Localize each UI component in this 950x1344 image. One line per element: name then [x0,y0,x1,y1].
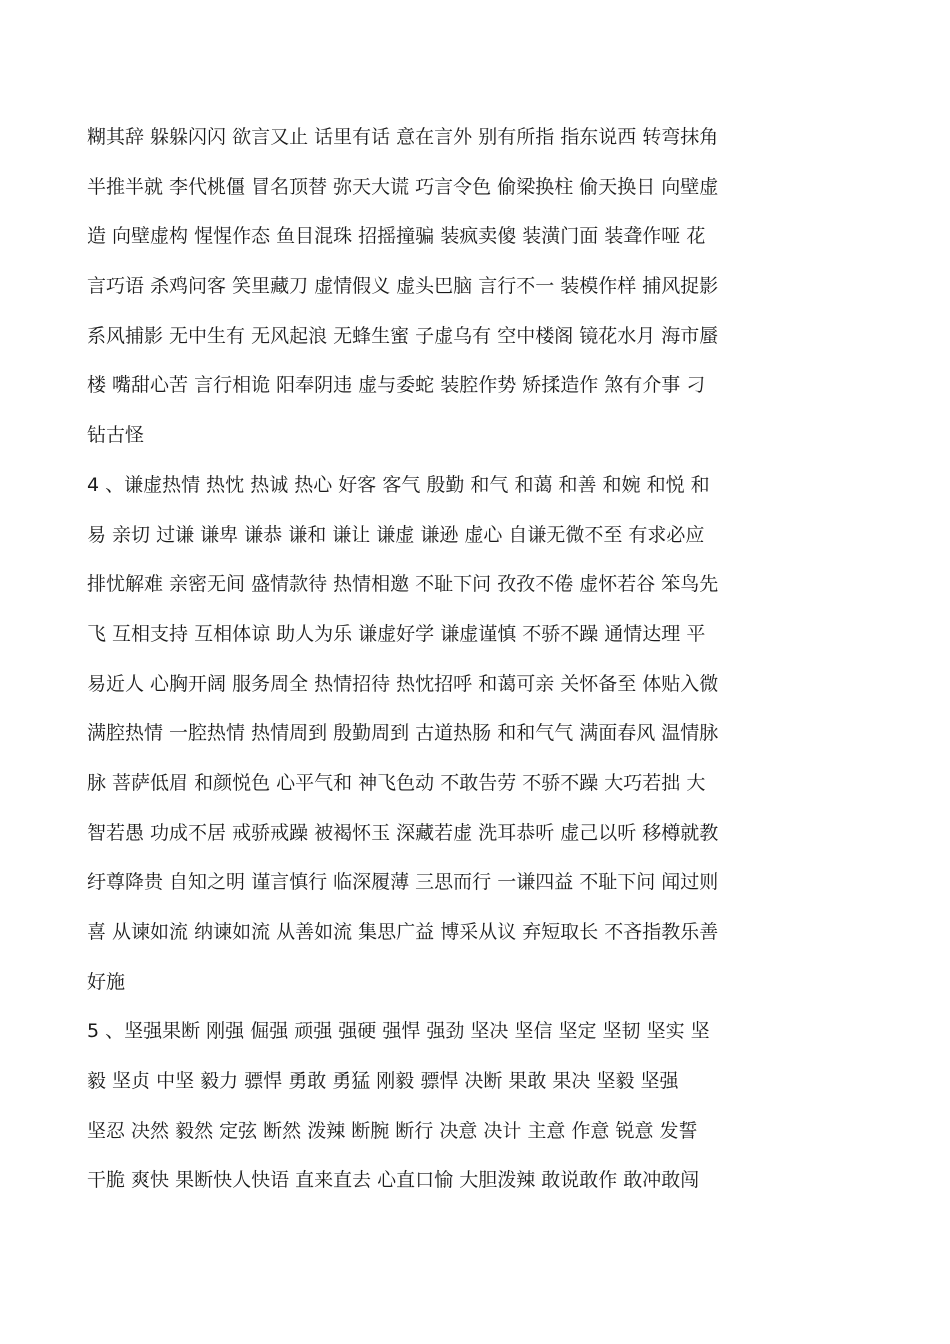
text-line: 干脆 爽快 果断快人快语 直来直去 心直口愉 大胆泼辣 敢说敢作 敢冲敢闯 [87,1169,700,1192]
text-line: 毅 坚贞 中坚 毅力 骠悍 勇敢 勇猛 刚毅 骠悍 决断 果敢 果决 坚毅 坚强 [87,1070,679,1093]
text-line: 糊其辞 躲躲闪闪 欲言又止 话里有话 意在言外 别有所指 指东说西 转弯抹角 [87,126,719,148]
text-line: 智若愚 功成不居 戒骄戒躁 被褐怀玉 深藏若虚 洗耳恭听 虚己以听 移樽就教 [87,821,719,844]
text-line: 造 向壁虚构 惺惺作态 鱼目混珠 招摇撞骗 装疯卖傻 装潢门面 装聋作哑 花 [87,225,706,248]
text-line: 满腔热情 一腔热情 热情周到 殷勤周到 古道热肠 和和气气 满面春风 温情脉 [87,722,719,745]
text-line: 喜 从谏如流 纳谏如流 从善如流 集思广益 博采从议 弃短取长 不吝指教乐善 [87,921,719,943]
section-heading-line: 4 、谦虚热情 热忱 热诚 热心 好客 客气 殷勤 和气 和蔼 和善 和婉 和悦 和 [87,473,710,496]
text-line: 钻古怪 [87,424,145,447]
text-line: 飞 互相支持 互相体谅 助人为乐 谦虚好学 谦虚谨慎 不骄不躁 通情达理 平 [87,622,706,645]
text-line: 纡尊降贵 自知之明 谨言慎行 临深履薄 三思而行 一谦四益 不耻下问 闻过则 [87,871,719,894]
text-line: 脉 菩萨低眉 和颜悦色 心平气和 神飞色动 不敢告劳 不骄不躁 大巧若拙 大 [87,771,706,794]
text-line: 好施 [87,970,126,993]
text-line: 排忧解难 亲密无间 盛情款待 热情相邀 不耻下问 孜孜不倦 虚怀若谷 笨鸟先 [87,573,719,596]
text-line: 易近人 心胸开阔 服务周全 热情招待 热忱招呼 和蔼可亲 关怀备至 体贴入微 [87,672,719,695]
text-line: 系风捕影 无中生有 无风起浪 无蜂生蜜 子虚乌有 空中楼阁 镜花水月 海市蜃 [87,324,719,347]
text-line: 言巧语 杀鸡问客 笑里藏刀 虚情假义 虚头巴脑 言行不一 装模作样 捕风捉影 [87,275,719,298]
document-body [87,113,767,1206]
section-heading-line: 5 、坚强果断 刚强 倔强 顽强 强硬 强悍 强劲 坚决 坚信 坚定 坚韧 坚实 坚 [87,1020,710,1043]
text-line: 易 亲切 过谦 谦卑 谦恭 谦和 谦让 谦虚 谦逊 虚心 自谦无微不至 有求必应 [87,523,705,546]
text-line: 坚忍 决然 毅然 定弦 断然 泼辣 断腕 断行 决意 决计 主意 作意 锐意 发誓 [87,1119,698,1142]
text-line: 楼 嘴甜心苦 言行相诡 阳奉阴违 虚与委蛇 装腔作势 矫揉造作 煞有介事 刁 [87,374,706,397]
text-line: 半推半就 李代桃僵 冒名顶替 弥天大谎 巧言令色 偷梁换柱 偷天换日 向壁虚 [87,175,719,198]
